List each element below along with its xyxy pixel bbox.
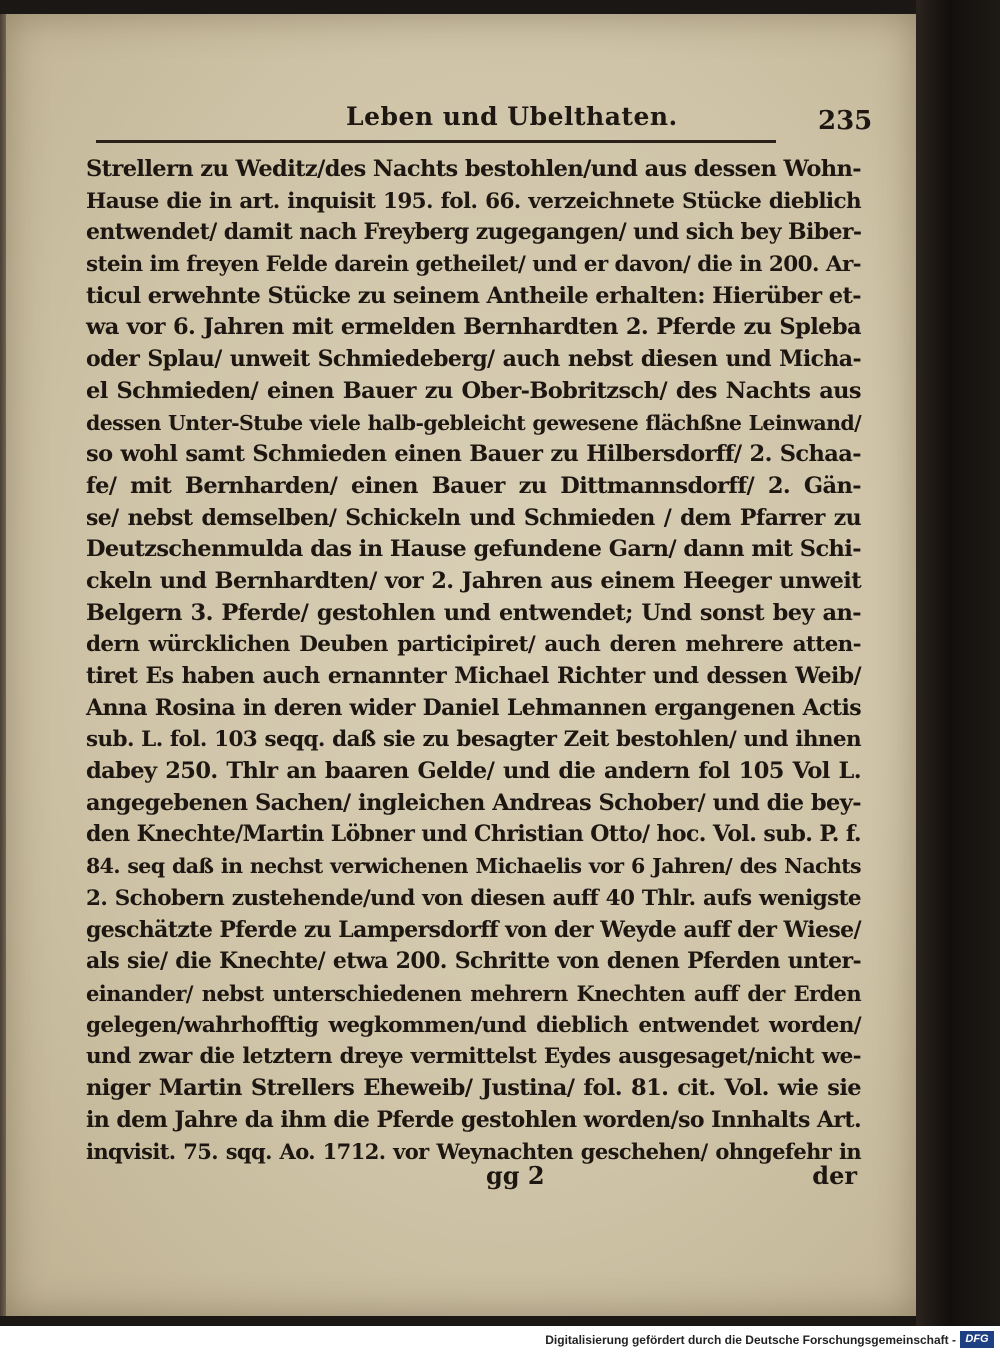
text-line: Anna Rosina in deren wider Daniel Lehmannen ergangenen Actis [86, 694, 861, 721]
credit-bar [0, 1326, 1000, 1354]
text-line: geschätzte Pferde zu Lampersdorff von der Weyde auff der Wiese/ [86, 916, 861, 943]
dfg-logo-icon: DFG [960, 1331, 994, 1348]
binding-shadow [916, 0, 1000, 1326]
text-line: angegebenen Sachen/ ingleichen Andreas Schober/ und die bey- [86, 789, 861, 816]
text-line: oder Splau/ unweit Schmiedeberg/ auch nebst diesen und Micha- [86, 346, 861, 373]
signature-mark: gg 2 [486, 1161, 545, 1190]
text-line: in dem Jahre da ihm die Pferde gestohlen worden/so Innhalts Art. [86, 1106, 861, 1133]
text-line: entwendet/ damit nach Freyberg zugegangen/ und sich bey Biber- [86, 219, 862, 246]
text-line: sub. L. fol. 103 seqq. daß sie zu besagter Zeit bestohlen/ und ihnen [86, 727, 861, 753]
text-line: inqvisit. 75. sqq. Ao. 1712. vor Weynachten geschehen/ ohngefehr in [86, 1139, 861, 1165]
header-rule [96, 140, 776, 143]
page-number: 235 [818, 106, 873, 136]
text-line: niger Martin Strellers Eheweib/ Justina/ fol. 81. cit. Vol. wie sie [86, 1074, 861, 1101]
text-line: dern würcklichen Deuben participiret/ auch deren mehrere atten- [86, 632, 861, 658]
text-line: 2. Schobern zustehende/und von diesen auff 40 Thlr. aufs wenigste [86, 885, 861, 911]
text-line: 84. seq daß in nechst verwichenen Michaelis vor 6 Jahren/ des Nachts [86, 854, 861, 879]
text-line: el Schmieden/ einen Bauer zu Ober-Bobritzsch/ des Nachts aus [86, 377, 861, 404]
text-line: dabey 250. Thlr an baaren Gelde/ und die andern fol 105 Vol L. [86, 758, 861, 785]
book-page [6, 14, 916, 1316]
text-line: fe/ mit Bernharden/ einen Bauer zu Dittmannsdorff/ 2. Gän- [86, 472, 861, 499]
text-line: dessen Unter-Stube viele halb-gebleicht gewesene flächßne Leinwand/ [86, 410, 861, 435]
text-line: se/ nebst demselben/ Schickeln und Schmieden / dem Pfarrer zu [86, 504, 861, 531]
text-line: ticul erwehnte Stücke zu seinem Antheile erhalten: Hierüber et- [86, 282, 862, 309]
text-line: stein im freyen Felde darein getheilet/ und er davon/ die in 200. Ar- [86, 252, 861, 278]
body-text [86, 154, 861, 1168]
text-line: den Knechte/Martin Löbner und Christian Otto/ hoc. Vol. sub. P. f. [86, 821, 861, 848]
text-line: Deutzschenmulda das in Hause gefundene Garn/ dann mit Schi- [86, 536, 861, 563]
text-line: einander/ nebst unterschiedenen mehrern Knechten auff der Erden [86, 980, 861, 1006]
text-line: und zwar die letztern dreye vermittelst Eydes ausgesaget/nicht we- [86, 1044, 861, 1070]
text-line: ckeln und Bernhardten/ vor 2. Jahren aus einem Heeger unweit [86, 567, 861, 594]
page-header [96, 96, 873, 146]
text-line: Strellern zu Weditz/des Nachts bestohlen/und aus dessen Wohn- [86, 156, 861, 182]
text-line: tiret Es haben auch ernannter Michael Richter und dessen Weib/ [86, 663, 861, 689]
catchword: der [812, 1161, 857, 1190]
funding-credit: Digitalisierung gefördert durch die Deutsche Forschungsgemeinschaft - [545, 1333, 956, 1347]
running-title: Leben und Ubelthaten. [346, 102, 678, 131]
text-line: als sie/ die Knechte/ etwa 200. Schritte von denen Pferden unter- [86, 948, 861, 975]
text-line: Hause die in art. inquisit 195. fol. 66. verzeichnete Stücke dieblich [86, 188, 861, 214]
page-footer [86, 1161, 861, 1197]
text-line: gelegen/wahrhofftig wegkommen/und dieblich entwendet worden/ [86, 1012, 861, 1038]
text-line: wa vor 6. Jahren mit ermelden Bernhardten 2. Pferde zu Spleba [86, 314, 861, 341]
text-line: Belgern 3. Pferde/ gestohlen und entwendet; Und sonst bey an- [86, 599, 861, 626]
text-line: so wohl samt Schmieden einen Bauer zu Hilbersdorff/ 2. Schaa- [86, 441, 861, 468]
